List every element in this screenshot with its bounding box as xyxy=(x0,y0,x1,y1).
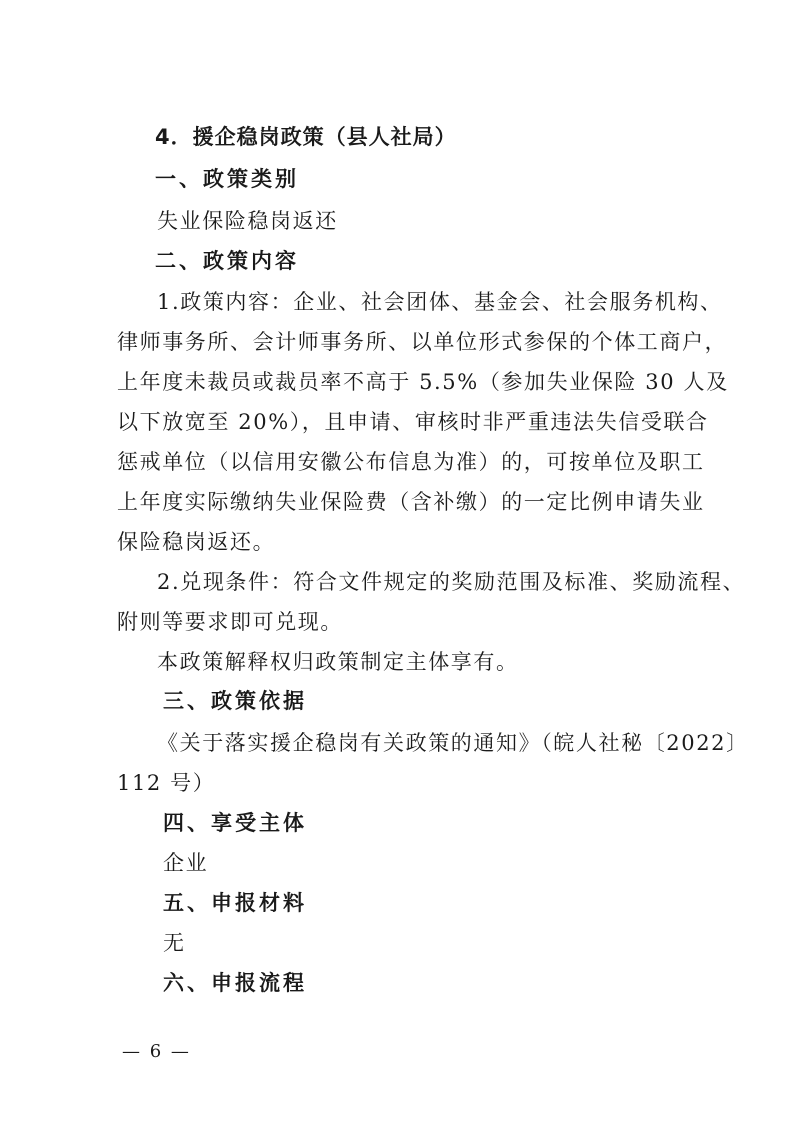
content-line: 上年度实际缴纳失业保险费（含补缴）的一定比例申请失业 xyxy=(117,490,705,514)
content-line: 以下放宽至 20%），且申请、审核时非严重违法失信受联合 xyxy=(117,410,709,434)
redeem-line: 附则等要求即可兑现。 xyxy=(117,610,343,634)
redeem-line: 2.兑现条件：符合文件规定的奖励范围及标准、奖励流程、 xyxy=(157,570,746,594)
heading-policy-content: 二、政策内容 xyxy=(155,249,299,273)
content-line: 保险稳岗返还。 xyxy=(117,530,276,554)
page-number: — 6 — xyxy=(122,1041,191,1062)
content-line: 1.政策内容：企业、社会团体、基金会、社会服务机构、 xyxy=(157,290,723,314)
heading-application-process: 六、申报流程 xyxy=(163,971,307,995)
heading-policy-basis: 三、政策依据 xyxy=(163,689,307,713)
basis-line: 112 号） xyxy=(117,771,216,795)
eligible-subject-text: 企业 xyxy=(163,851,209,875)
content-line: 惩戒单位（以信用安徽公布信息为准）的，可按单位及职工 xyxy=(117,450,705,474)
section-title: 4．援企稳岗政策（县人社局） xyxy=(155,125,457,149)
content-line: 上年度未裁员或裁员率不高于 5.5%（参加失业保险 30 人及 xyxy=(117,370,729,394)
basis-line: 《关于落实援企稳岗有关政策的通知》（皖人社秘〔2022〕 xyxy=(157,731,749,755)
content-line: 律师事务所、会计师事务所、以单位形式参保的个体工商户， xyxy=(117,330,728,354)
policy-category-text: 失业保险稳岗返还 xyxy=(157,209,338,233)
interpretation-text: 本政策解释权归政策制定主体享有。 xyxy=(157,650,519,674)
heading-application-materials: 五、申报材料 xyxy=(163,891,307,915)
application-materials-text: 无 xyxy=(163,931,186,955)
heading-policy-category: 一、政策类别 xyxy=(155,167,299,191)
heading-eligible-subject: 四、享受主体 xyxy=(163,811,307,835)
